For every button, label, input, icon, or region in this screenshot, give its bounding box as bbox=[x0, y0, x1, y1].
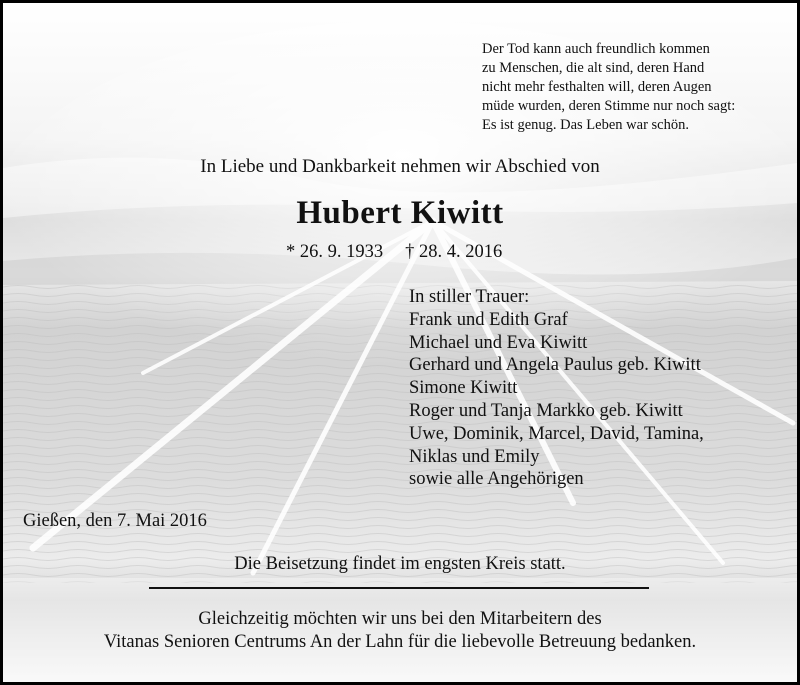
mourner-entry: Michael und Eva Kiwitt bbox=[409, 332, 588, 353]
divider-line bbox=[149, 587, 649, 589]
quote-line: nicht mehr festhalten will, deren Augen bbox=[482, 79, 712, 95]
death-date: † 28. 4. 2016 bbox=[405, 242, 503, 262]
quote-line: Der Tod kann auch freundlich kommen bbox=[482, 41, 710, 57]
deceased-name: Hubert Kiwitt bbox=[296, 195, 504, 231]
mourner-entry: Roger und Tanja Markko geb. Kiwitt bbox=[409, 400, 683, 421]
mourner-entry: Uwe, Dominik, Marcel, David, Tamina, bbox=[409, 423, 704, 444]
thanks-line: Vitanas Senioren Centrums An der Lahn für die liebevolle Betreuung bedanken. bbox=[103, 632, 697, 652]
thanks-note bbox=[3, 608, 797, 654]
life-dates bbox=[286, 242, 502, 263]
burial-note: Die Beisetzung findet im engsten Kreis statt. bbox=[234, 554, 566, 574]
quote-line: müde wurden, deren Stimme nur noch sagt: bbox=[482, 98, 736, 114]
mourner-entry: Gerhard und Angela Paulus geb. Kiwitt bbox=[409, 355, 701, 376]
mourners-list bbox=[409, 286, 704, 491]
quote-line: Es ist genug. Das Leben war schön. bbox=[482, 117, 689, 133]
place-and-date: Gießen, den 7. Mai 2016 bbox=[23, 511, 207, 531]
thanks-line: Gleichzeitig möchten wir uns bei den Mitarbeitern des bbox=[198, 609, 602, 629]
mourner-entry: Frank und Edith Graf bbox=[409, 309, 568, 330]
birth-date: * 26. 9. 1933 bbox=[286, 242, 384, 262]
mourner-entry: sowie alle Angehörigen bbox=[409, 469, 584, 490]
mourner-entry: Niklas und Emily bbox=[409, 446, 540, 467]
farewell-intro: In Liebe und Dankbarkeit nehmen wir Abschied von bbox=[200, 156, 600, 177]
quote-line: zu Menschen, die alt sind, deren Hand bbox=[482, 60, 705, 76]
memorial-quote bbox=[482, 40, 735, 135]
mourners-heading: In stiller Trauer: bbox=[409, 287, 530, 307]
mourner-entry: Simone Kiwitt bbox=[409, 378, 518, 399]
